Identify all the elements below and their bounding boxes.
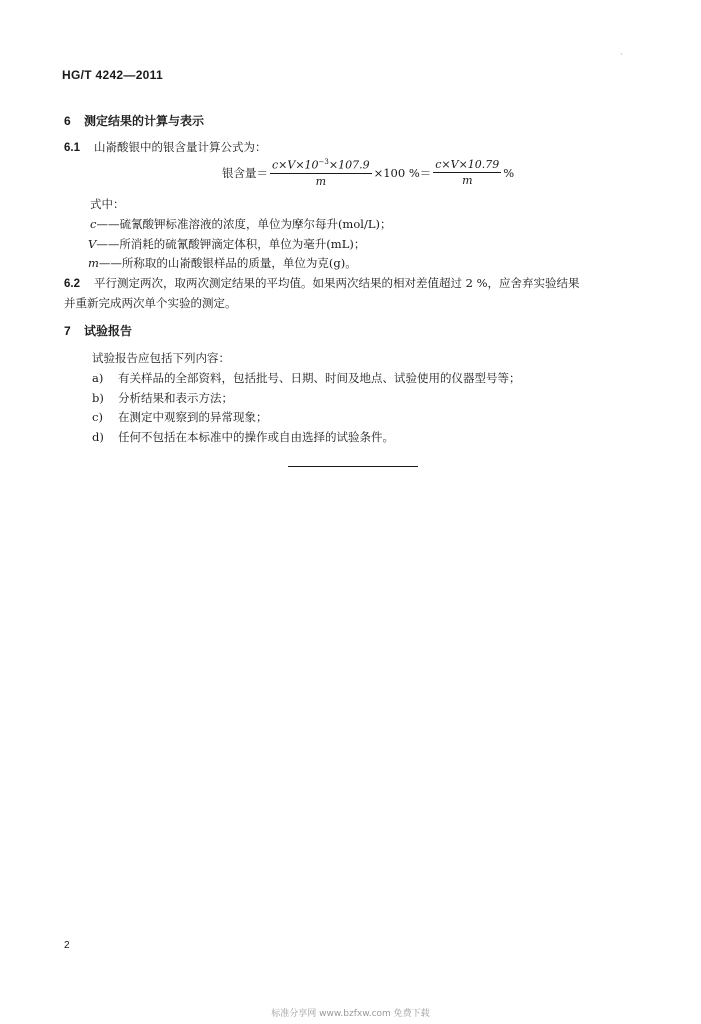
fraction-1-exponent: −3	[318, 158, 329, 166]
formula-mid: ×100 %＝	[373, 165, 432, 180]
variable-line-v	[88, 236, 365, 252]
page-number: 2	[64, 940, 70, 951]
clause-6-1	[64, 139, 267, 155]
report-intro: 试验报告应包括下列内容：	[92, 351, 230, 365]
footer-watermark: 标准分享网 www.bzfxw.com 免费下载	[271, 1009, 430, 1019]
variable-symbol-m: m	[88, 256, 99, 270]
section-6-title: 测定结果的计算与表示	[84, 114, 205, 128]
variable-line-m	[88, 255, 357, 271]
variable-symbol-c: c	[90, 217, 97, 231]
section-7-number: 7	[64, 324, 71, 338]
report-item-b-text: 分析结果和表示方法；	[118, 391, 233, 405]
clause-6-2-number: 6.2	[64, 278, 80, 290]
report-item-a-text: 有关样品的全部资料，包括批号、日期、时间及地点、试验使用的仪器型号等；	[118, 371, 521, 385]
variable-dash: ——	[96, 217, 120, 231]
report-item-d	[92, 429, 394, 445]
formula-fraction-2	[433, 158, 501, 187]
report-item-c	[92, 409, 268, 425]
section-6-heading	[64, 112, 204, 129]
variable-symbol-v: V	[88, 237, 97, 251]
end-of-standard-rule	[288, 466, 418, 467]
section-7-heading	[64, 322, 132, 339]
variable-desc-m: 所称取的山嵛酸银样品的质量，单位为克(g)。	[121, 256, 357, 270]
fraction-2-denominator: m	[462, 174, 473, 188]
clause-6-1-number: 6.1	[64, 142, 80, 154]
formula-tail: %	[503, 165, 515, 180]
clause-6-1-text: 山嵛酸银中的银含量计算公式为：	[94, 140, 267, 154]
fraction-1-num-tail: ×107.9	[328, 158, 370, 172]
silver-content-formula	[222, 158, 514, 188]
clause-6-2-line-2: 并重新完成两次单个实验的测定。	[64, 296, 237, 310]
clause-6-2	[64, 275, 580, 291]
clause-6-2-line-1: 平行测定两次，取两次测定结果的平均值。如果两次结果的相对差值超过 2 %，应舍弃实验结果	[94, 276, 580, 290]
variable-desc-v: 所消耗的硫氰酸钾滴定体积，单位为毫升(mL)；	[119, 237, 366, 251]
formula-lhs: 银含量＝	[222, 165, 268, 180]
report-item-d-label: d)	[92, 430, 104, 444]
report-item-a-label: a)	[92, 371, 104, 385]
report-item-c-label: c)	[92, 410, 103, 424]
variable-dash: ——	[96, 237, 120, 251]
report-item-b-label: b)	[92, 391, 104, 405]
report-item-b	[92, 390, 233, 406]
report-item-c-text: 在测定中观察到的异常现象；	[118, 410, 268, 424]
report-item-a	[92, 370, 521, 386]
report-item-d-text: 任何不包括在本标准中的操作或自由选择的试验条件。	[118, 430, 394, 444]
fraction-1-denominator: m	[315, 174, 327, 188]
section-6-number: 6	[64, 114, 71, 128]
standard-number: HG/T 4242—2011	[62, 68, 163, 82]
fraction-2-numerator: c×V×10.79	[435, 158, 500, 172]
variable-line-c	[90, 216, 391, 232]
where-label: 式中：	[90, 197, 125, 211]
variable-desc-c: 硫氰酸钾标准溶液的浓度，单位为摩尔每升(mol/L)；	[119, 217, 392, 231]
fraction-1-numerator	[270, 158, 372, 174]
scan-mark: ·	[620, 50, 623, 59]
fraction-1-num-head: c×V×10	[272, 158, 319, 172]
section-7-title: 试验报告	[84, 324, 133, 338]
variable-dash: ——	[98, 256, 122, 270]
formula-fraction-1	[270, 158, 372, 188]
